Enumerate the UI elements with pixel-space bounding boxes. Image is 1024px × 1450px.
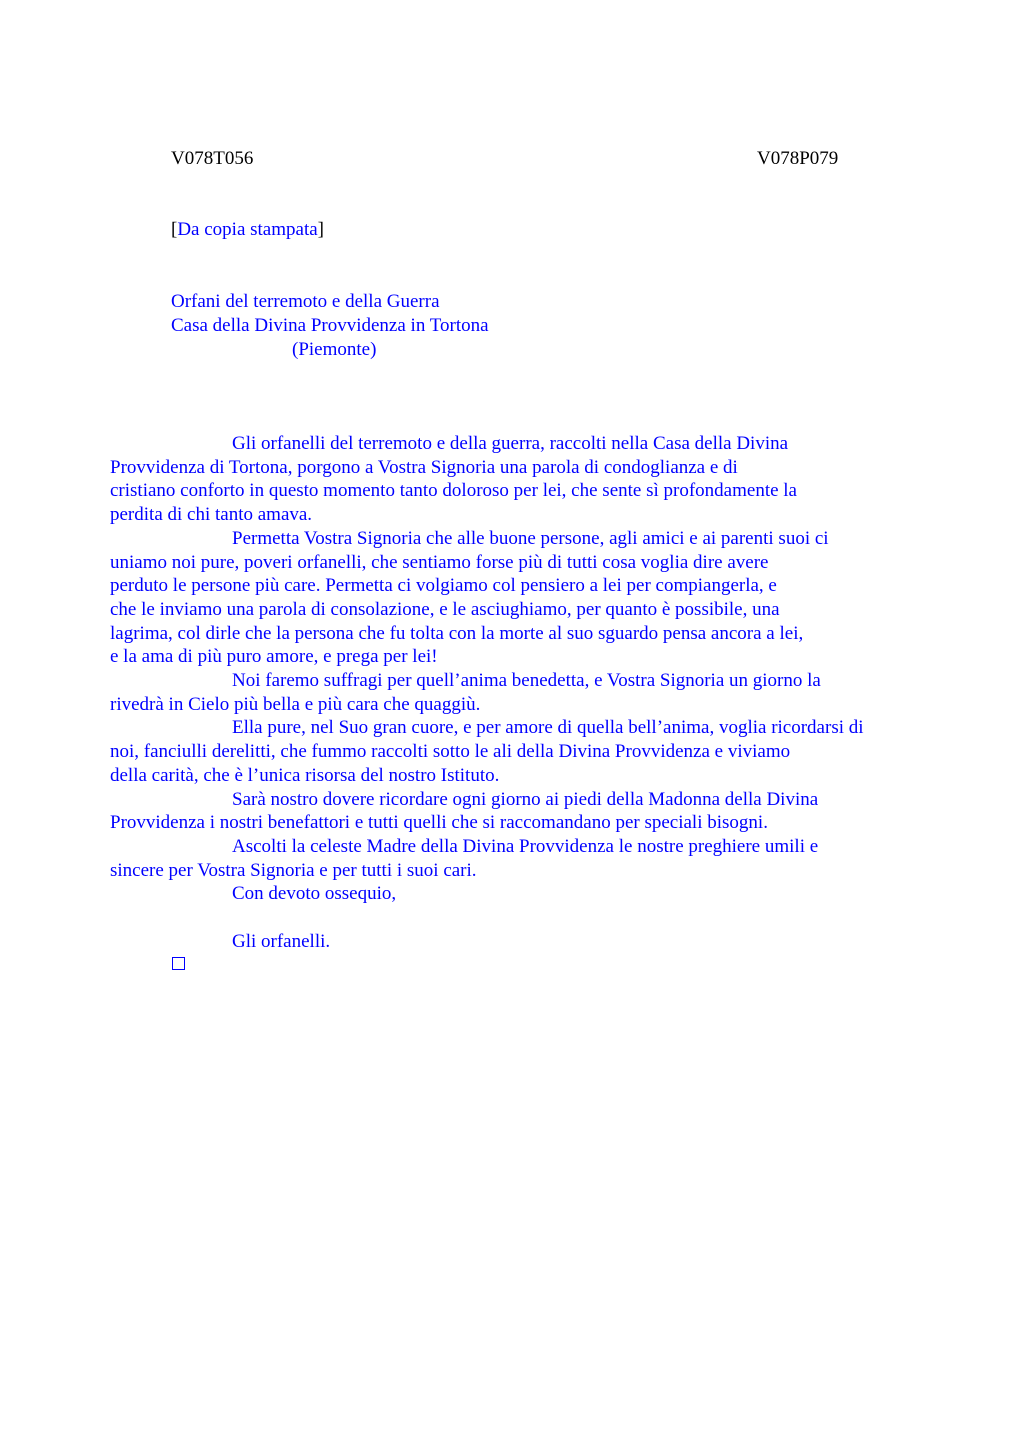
paragraph-gap <box>171 906 931 930</box>
signature <box>171 930 931 954</box>
paragraph-line: Noi faremo suffragi per quell’anima benedetta, e Vostra Signoria un giorno la <box>232 670 821 692</box>
paragraph-line: Con devoto ossequio, <box>232 883 397 905</box>
address-line-1: Orfani del terremoto e della Guerra <box>171 291 440 312</box>
paragraph-4 <box>110 716 931 787</box>
paragraph-line: sincere per Vostra Signoria e per tutti i suoi cari. <box>110 859 477 881</box>
paragraph-line: che le inviamo una parola di consolazione, e le asciughiamo, per quanto è possibile, una <box>110 598 780 620</box>
header-right-code: V078P079 <box>757 148 839 169</box>
header-left-code: V078T056 <box>171 148 254 169</box>
paragraph-line: cristiano conforto in questo momento tanto doloroso per lei, che sente sì profondamente la <box>110 480 797 502</box>
signature-text: Gli orfanelli. <box>232 930 331 952</box>
paragraph-2 <box>110 527 931 669</box>
address-line-2: Casa della Divina Provvidenza in Tortona <box>171 315 489 336</box>
paragraph-line: Provvidenza i nostri benefattori e tutti quelli che si raccomandano per speciali bisogni. <box>110 812 768 834</box>
paragraph-3 <box>110 669 931 716</box>
paragraph-1 <box>110 432 931 527</box>
paragraph-7 <box>171 882 931 906</box>
address-line-3: (Piemonte) <box>292 339 377 360</box>
paragraph-line: Gli orfanelli del terremoto e della guerra, raccolti nella Casa della Divina <box>232 433 789 454</box>
source-note <box>171 218 324 242</box>
paragraph-line: Provvidenza di Tortona, porgono a Vostra Signoria una parola di condoglianza e di <box>110 456 738 478</box>
paragraph-line: noi, fanciulli derelitti, che fummo raccolti sotto le ali della Divina Provvidenza e viviamo <box>110 741 791 763</box>
paragraph-line: Ella pure, nel Suo gran cuore, e per amore di quella bell’anima, voglia ricordarsi di <box>232 717 864 739</box>
source-text: Da copia stampata <box>177 219 318 240</box>
paragraph-line: rivedrà in Cielo più bella e più cara che quaggiù. <box>110 693 481 715</box>
paragraph-line: perdita di chi tanto amava. <box>110 504 313 526</box>
paragraph-line: Ascolti la celeste Madre della Divina Provvidenza le nostre preghiere umili e <box>232 835 819 857</box>
square-box-icon <box>172 957 185 970</box>
paragraph-line: uniamo noi pure, poveri orfanelli, che sentiamo forse più di tutti cosa voglia dire avere <box>110 551 769 573</box>
paragraph-5 <box>110 788 931 835</box>
paragraph-line: e la ama di più puro amore, e prega per lei! <box>110 646 438 668</box>
letter-body <box>110 432 931 953</box>
paragraph-line: Sarà nostro dovere ricordare ogni giorno ai piedi della Madonna della Divina <box>232 788 819 810</box>
source-open-bracket: [ <box>171 219 178 240</box>
paragraph-line: Permetta Vostra Signoria che alle buone persone, agli amici e ai parenti suoi ci <box>232 527 829 549</box>
paragraph-line: lagrima, col dirle che la persona che fu tolta con la morte al suo sguardo pensa ancora a lei, <box>110 622 804 644</box>
paragraph-line: della carità, che è l’unica risorsa del nostro Istituto. <box>110 764 500 786</box>
paragraph-6 <box>110 835 931 882</box>
source-close-bracket: ] <box>317 219 324 240</box>
paragraph-line: perduto le persone più care. Permetta ci volgiamo col pensiero a lei per compiangerla, e <box>110 575 777 597</box>
